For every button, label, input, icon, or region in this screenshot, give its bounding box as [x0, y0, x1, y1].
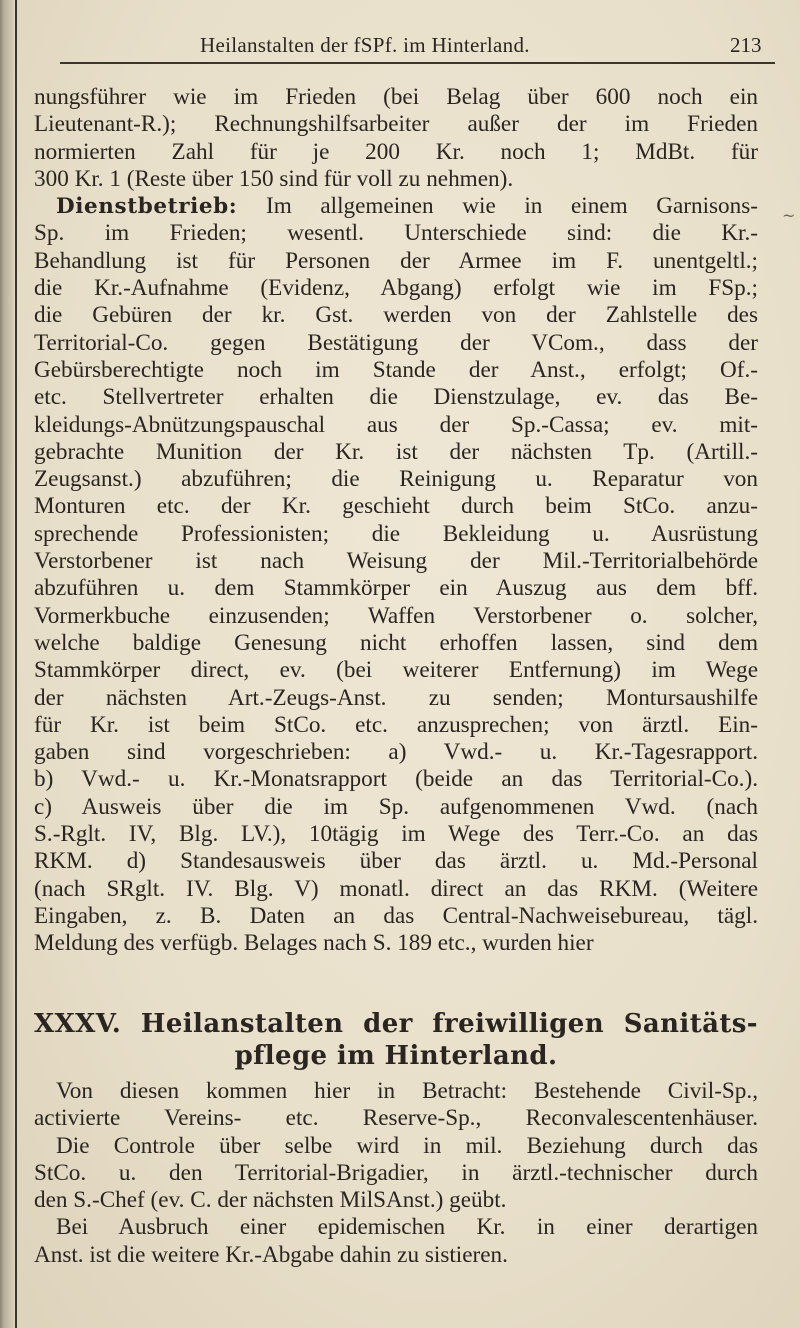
text-line: abzuführen u. dem Stammkörper ein Auszug aus dem bff. — [34, 575, 758, 602]
section-heading-line-1: XXXV. Heilanstalten der freiwilligen Sanitäts- — [34, 1009, 758, 1039]
text-line: den S.-Chef (ev. C. der nächsten MilSAnst.) geübt. — [34, 1187, 507, 1214]
text-line: (nach SRglt. IV. Blg. V) monatl. direct an das RKM. (Weitere — [34, 875, 758, 902]
book-binding-edge — [0, 0, 14, 1328]
text-line: S.-Rglt. IV, Blg. LV.), 10tägig im Wege des Terr.-Co. an das — [34, 821, 758, 848]
paragraph-dienstbetrieb-first-line — [34, 193, 758, 220]
section-body — [34, 1078, 758, 1269]
page-header — [0, 33, 800, 61]
text-line: die Gebüren der kr. Gst. werden von der Zahlstelle des — [34, 302, 758, 329]
text-line: 300 Kr. 1 (Reste über 150 sind für voll zu nehmen). — [34, 165, 514, 192]
text-line: Anst. ist die weitere Kr.-Abgabe dahin zu sistieren. — [34, 1241, 508, 1268]
text-line: Von diesen kommen hier in Betracht: Bestehende Civil-Sp., — [56, 1078, 758, 1104]
text-line: Eingaben, z. B. Daten an das Central-Nachweisebureau, tägl. — [34, 902, 758, 929]
text-line: b) Vwd.- u. Kr.-Monatsrapport (beide an das Territorial-Co.). — [34, 766, 758, 793]
page-number: 213 — [730, 33, 762, 57]
text-line: für Kr. ist beim StCo. etc. anzusprechen; von ärztl. Ein- — [34, 711, 758, 738]
text-line: sprechende Professionisten; die Bekleidung u. Ausrüstung — [34, 520, 758, 547]
text-line: Gebürsberechtigte noch im Stande der Anst., erfolgt; Of.- — [34, 356, 758, 383]
text-line: gebrachte Munition der Kr. ist der nächsten Tp. (Artill.- — [34, 438, 758, 465]
text-line: RKM. d) Standesausweis über das ärztl. u. Md.-Personal — [34, 848, 758, 875]
text-line: Zeugsanst.) abzuführen; die Reinigung u. Reparatur von — [34, 466, 758, 493]
text-line: StCo. u. den Territorial-Brigadier, in ärztl.-technischer durch — [34, 1159, 758, 1186]
text-line: nungsführer wie im Frieden (bei Belag über 600 noch ein — [34, 84, 758, 110]
header-rule — [60, 62, 775, 64]
text-line: Stammkörper direct, ev. (bei weiterer Entfernung) im Wege — [34, 657, 758, 684]
text-line: der nächsten Art.-Zeugs-Anst. zu senden; Montursaushilfe — [34, 684, 758, 711]
text-line: Bei Ausbruch einer epidemischen Kr. in einer derartigen — [56, 1214, 758, 1241]
text-line: Behandlung ist für Personen der Armee im F. unentgeltl.; — [34, 247, 758, 274]
section-heading-line-2: pflege im Hinterland. — [234, 1041, 558, 1071]
text-line: Vormerkbuche einzusenden; Waffen Verstorbener o. solcher, — [34, 602, 758, 629]
text-line: normierten Zahl für je 200 Kr. noch 1; MdBt. für — [34, 138, 758, 165]
text-line: welche baldige Genesung nicht erhoffen lassen, sind dem — [34, 629, 758, 656]
margin-mark: ~ — [782, 206, 796, 225]
section-heading — [34, 1008, 758, 1072]
text-line: die Kr.-Aufnahme (Evidenz, Abgang) erfolgt wie im FSp.; — [34, 275, 758, 302]
text-line: Verstorbener ist nach Weisung der Mil.-Territorialbehörde — [34, 548, 758, 575]
text-line: Territorial-Co. gegen Bestätigung der VCom., dass der — [34, 329, 758, 356]
text-line: Meldung des verfügb. Belages nach S. 189 etc., wurden hier — [34, 930, 594, 957]
text-line: Die Controle über selbe wird in mil. Beziehung durch das — [56, 1132, 758, 1159]
text-line: activierte Vereins- etc. Reserve-Sp., Reconvalescentenhäuser. — [34, 1105, 758, 1132]
running-head: Heilanstalten der fSPf. im Hinterland. — [200, 33, 530, 57]
dienstbetrieb-lead: Dienstbetrieb: — [56, 194, 238, 220]
text-line: c) Ausweis über die im Sp. aufgenommenen Vwd. (nach — [34, 793, 758, 820]
text-line: etc. Stellvertreter erhalten die Dienstzulage, ev. das Be- — [34, 384, 758, 411]
text-line: Im allgemeinen wie in einem Garnisons- — [265, 193, 758, 220]
main-text — [34, 84, 758, 958]
text-line: kleidungs-Abnützungspauschal aus der Sp.-Cassa; ev. mit- — [34, 411, 758, 438]
text-line: Monturen etc. der Kr. geschieht durch beim StCo. anzu- — [34, 493, 758, 520]
text-line: Sp. im Frieden; wesentl. Unterschiede sind: die Kr.- — [34, 220, 758, 247]
binding-rule — [15, 0, 17, 1328]
text-line: Lieutenant-R.); Rechnungshilfsarbeiter außer der im Frieden — [34, 111, 758, 138]
text-line: gaben sind vorgeschrieben: a) Vwd.- u. Kr.-Tagesrapport. — [34, 739, 758, 766]
